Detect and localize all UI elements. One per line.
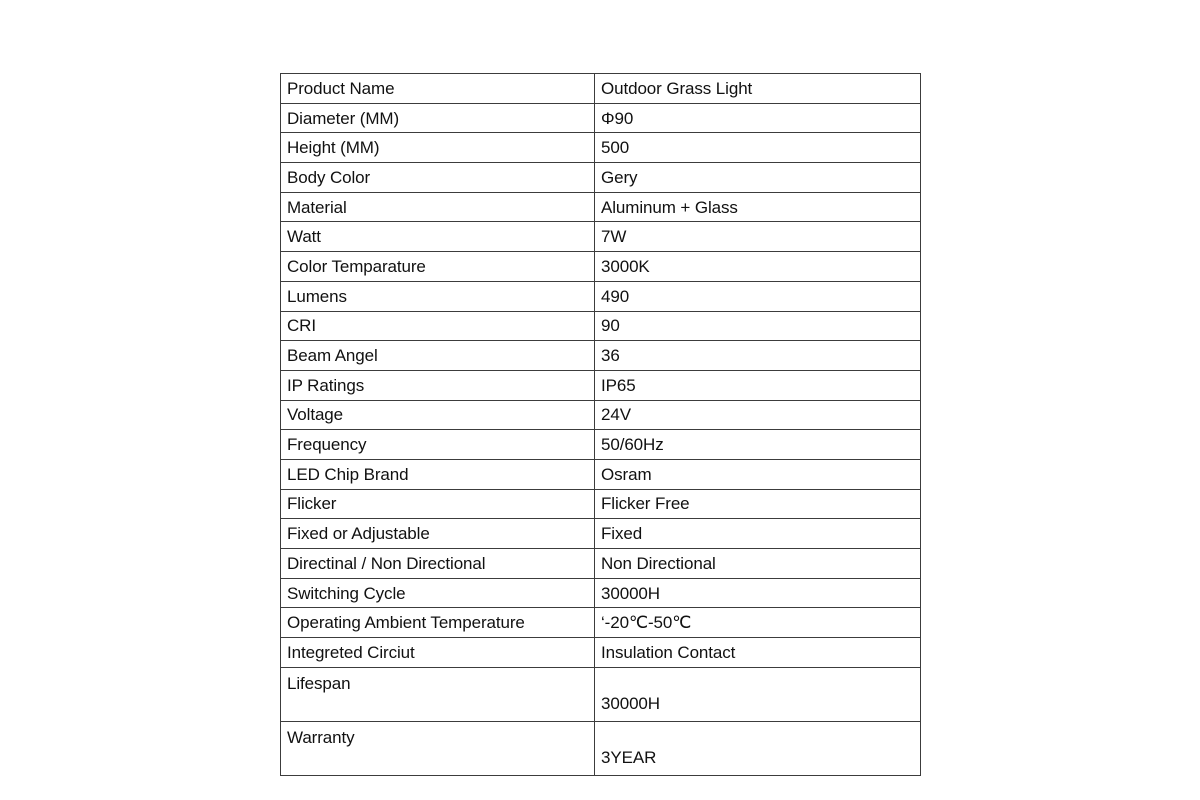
spec-label-cell: Height (MM) xyxy=(281,133,595,163)
spec-value-cell: 30000H xyxy=(595,667,921,721)
table-row xyxy=(281,281,921,311)
spec-value-cell: Fixed xyxy=(595,519,921,549)
table-row xyxy=(281,222,921,252)
table-row xyxy=(281,400,921,430)
spec-label-cell: Voltage xyxy=(281,400,595,430)
spec-value-cell: Φ90 xyxy=(595,103,921,133)
table-row xyxy=(281,370,921,400)
spec-label-cell: Switching Cycle xyxy=(281,578,595,608)
table-row xyxy=(281,638,921,668)
spec-label-cell: Watt xyxy=(281,222,595,252)
table-row xyxy=(281,341,921,371)
spec-label-cell: IP Ratings xyxy=(281,370,595,400)
spec-label-cell: Body Color xyxy=(281,163,595,193)
spec-label-cell: Integreted Circiut xyxy=(281,638,595,668)
spec-value-cell: Outdoor Grass Light xyxy=(595,74,921,104)
table-row xyxy=(281,163,921,193)
spec-value-cell: 36 xyxy=(595,341,921,371)
spec-label-cell: Diameter (MM) xyxy=(281,103,595,133)
spec-value-cell: Flicker Free xyxy=(595,489,921,519)
table-body xyxy=(281,74,921,776)
spec-value-cell: 3YEAR xyxy=(595,721,921,775)
spec-label-cell: Directinal / Non Directional xyxy=(281,549,595,579)
spec-value-cell: Insulation Contact xyxy=(595,638,921,668)
spec-label-cell: CRI xyxy=(281,311,595,341)
spec-value-cell: Osram xyxy=(595,459,921,489)
table-row xyxy=(281,74,921,104)
product-specification-table xyxy=(280,73,921,776)
table-row xyxy=(281,721,921,775)
spec-label-cell: Color Temparature xyxy=(281,252,595,282)
spec-value-cell: Non Directional xyxy=(595,549,921,579)
specification-table-container xyxy=(280,73,920,776)
table-row xyxy=(281,430,921,460)
table-row xyxy=(281,459,921,489)
spec-label-cell: Lifespan xyxy=(281,667,595,721)
spec-label-cell: Lumens xyxy=(281,281,595,311)
spec-value-cell: IP65 xyxy=(595,370,921,400)
spec-value-cell: 50/60Hz xyxy=(595,430,921,460)
table-row xyxy=(281,133,921,163)
spec-value-cell: ‘-20℃-50℃ xyxy=(595,608,921,638)
spec-value-cell: 24V xyxy=(595,400,921,430)
table-row xyxy=(281,311,921,341)
spec-label-cell: Operating Ambient Temperature xyxy=(281,608,595,638)
table-row xyxy=(281,667,921,721)
spec-label-cell: Material xyxy=(281,192,595,222)
spec-label-cell: Warranty xyxy=(281,721,595,775)
spec-label-cell: Fixed or Adjustable xyxy=(281,519,595,549)
spec-label-cell: Product Name xyxy=(281,74,595,104)
table-row xyxy=(281,252,921,282)
spec-value-cell: 500 xyxy=(595,133,921,163)
table-row xyxy=(281,192,921,222)
table-row xyxy=(281,549,921,579)
spec-label-cell: Frequency xyxy=(281,430,595,460)
spec-value-cell: 90 xyxy=(595,311,921,341)
spec-label-cell: Flicker xyxy=(281,489,595,519)
table-row xyxy=(281,519,921,549)
table-row xyxy=(281,489,921,519)
table-row xyxy=(281,578,921,608)
spec-label-cell: Beam Angel xyxy=(281,341,595,371)
table-row xyxy=(281,608,921,638)
spec-value-cell: 3000K xyxy=(595,252,921,282)
spec-value-cell: Gery xyxy=(595,163,921,193)
spec-value-cell: Aluminum + Glass xyxy=(595,192,921,222)
table-row xyxy=(281,103,921,133)
spec-value-cell: 7W xyxy=(595,222,921,252)
spec-value-cell: 490 xyxy=(595,281,921,311)
spec-label-cell: LED Chip Brand xyxy=(281,459,595,489)
spec-value-cell: 30000H xyxy=(595,578,921,608)
